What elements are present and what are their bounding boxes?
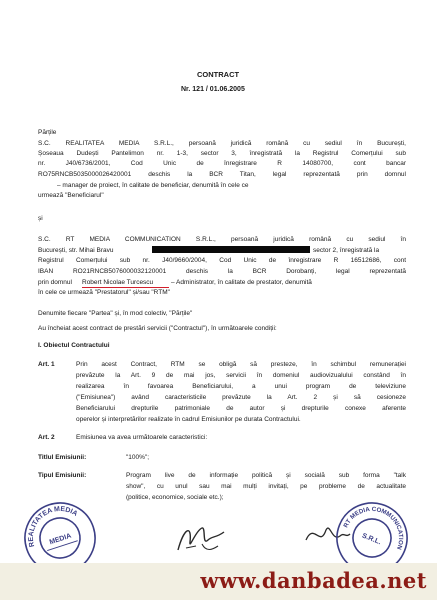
party1-line-5: – manager de proiect, în calitate de beneficiar, denumită în cele ce (57, 182, 249, 189)
party1-line-1: S.C. REALITATEA MEDIA S.R.L., persoană juridică română cu sediul în București, (38, 140, 406, 147)
beneficiary-stamp-center: MEDIA (48, 532, 73, 547)
party1-line-6: urmează "Beneficiarul" (38, 192, 104, 199)
contract-number: Nr. 121 / 01.06.2005 (181, 86, 245, 93)
redaction-bar-address (152, 246, 310, 253)
show-title-value: "100%"; (126, 454, 150, 461)
party1-line-4: RO75RNCB5035000026420001 deschis la BCR Titan, legal reprezentată prin domnul (38, 171, 406, 178)
art1-label: Art. 1 (38, 361, 55, 368)
prestator-stamp-ring: RT MEDIA COMMUNICATION (342, 505, 405, 551)
representative-name: Robert Nicolae Turcescu (82, 279, 154, 286)
watermark-text[interactable]: www.danbadea.net (200, 568, 427, 593)
art1-line-4: ("Emisiunea") având caracteristicile prevăzute la Art. 2 și să cesioneze (76, 394, 406, 401)
show-type-line-1: Program live de informație politică și socială sub forma "talk (126, 472, 406, 479)
party2-line-4: IBAN RO21RNCB5076000032120001 deschis la BCR Dorobanți, legal reprezentată (38, 268, 406, 275)
party2-line-2b: sector 2, înregistrată la (313, 247, 380, 254)
prestator-stamp-center: S.R.L. (360, 532, 382, 547)
collective-denomination: Denumite fiecare "Partea" și, în mod colectiv, "Părțile" (38, 310, 193, 317)
show-type-line-2: show", cu unul sau mai mulți invitați, pe probleme de actualitate (126, 483, 406, 490)
art2-text: Emisiunea va avea următoarele caracteristici: (76, 434, 208, 441)
watermark-banner (0, 563, 437, 600)
party2-line-5a: prin domnul (38, 279, 72, 286)
art1-line-3: realizarea în favoarea Beneficiarului, a unui program de televiziune (76, 383, 406, 390)
party1-line-3: nr. J40/6736/2001, Cod Unic de înregistrare R 14080700, cont bancar (38, 160, 406, 167)
party2-line-3: Registrul Comerțului sub nr. J40/9660/2004, Cod Unic de înregistrare R 16512686, cont (38, 257, 406, 264)
art1-line-1: Prin acest Contract, RTM se obligă să presteze, în schimbul remunerației (76, 361, 406, 368)
show-type-label: Tipul Emisiunii: (38, 472, 87, 479)
party2-line-1: S.C. RT MEDIA COMMUNICATION S.R.L., persoană juridică română cu sediul în (38, 236, 406, 243)
section-heading: I. Obiectul Contractului (38, 342, 110, 349)
signature-left (172, 520, 232, 560)
party2-line-5b: – Administrator, în calitate de prestator, denumită (171, 279, 312, 286)
agreement-statement: Au încheiat acest contract de prestări servicii ("Contractul"), în următoarele condiții: (38, 325, 277, 332)
party1-line-2: Șoseaua Dudești Pantelimon nr. 1-3, sector 3, înregistrată la Registrul Comerțului sub (38, 150, 406, 157)
representative-underline (82, 287, 169, 288)
parties-heading: Părțile (38, 129, 57, 136)
party2-line-2a: București, str. Mihai Bravu (38, 247, 114, 254)
art1-line-2: prevăzute la Art. 9 de mai jos, servicii în domeniul audiovizualului constând în (76, 372, 406, 379)
beneficiary-stamp-ring: REALITATEA MEDIA (27, 505, 79, 548)
show-type-line-3: (politice, economice, sociale etc.); (126, 494, 224, 501)
show-title-label: Titlul Emisiunii: (38, 454, 87, 461)
art1-line-5: Beneficiarului drepturile patrimoniale de autor și drepturile conexe aferente (76, 405, 406, 412)
and-conjunction: și (38, 215, 43, 222)
art1-line-6: operelor și interpretărilor realizate în cadrul Emisiunilor pe durata Contractului. (76, 416, 301, 423)
contract-title: CONTRACT (197, 70, 240, 79)
art2-label: Art. 2 (38, 434, 55, 441)
party2-line-6: în cele ce urmează "Prestatorul" și/sau "RTM" (38, 289, 170, 296)
